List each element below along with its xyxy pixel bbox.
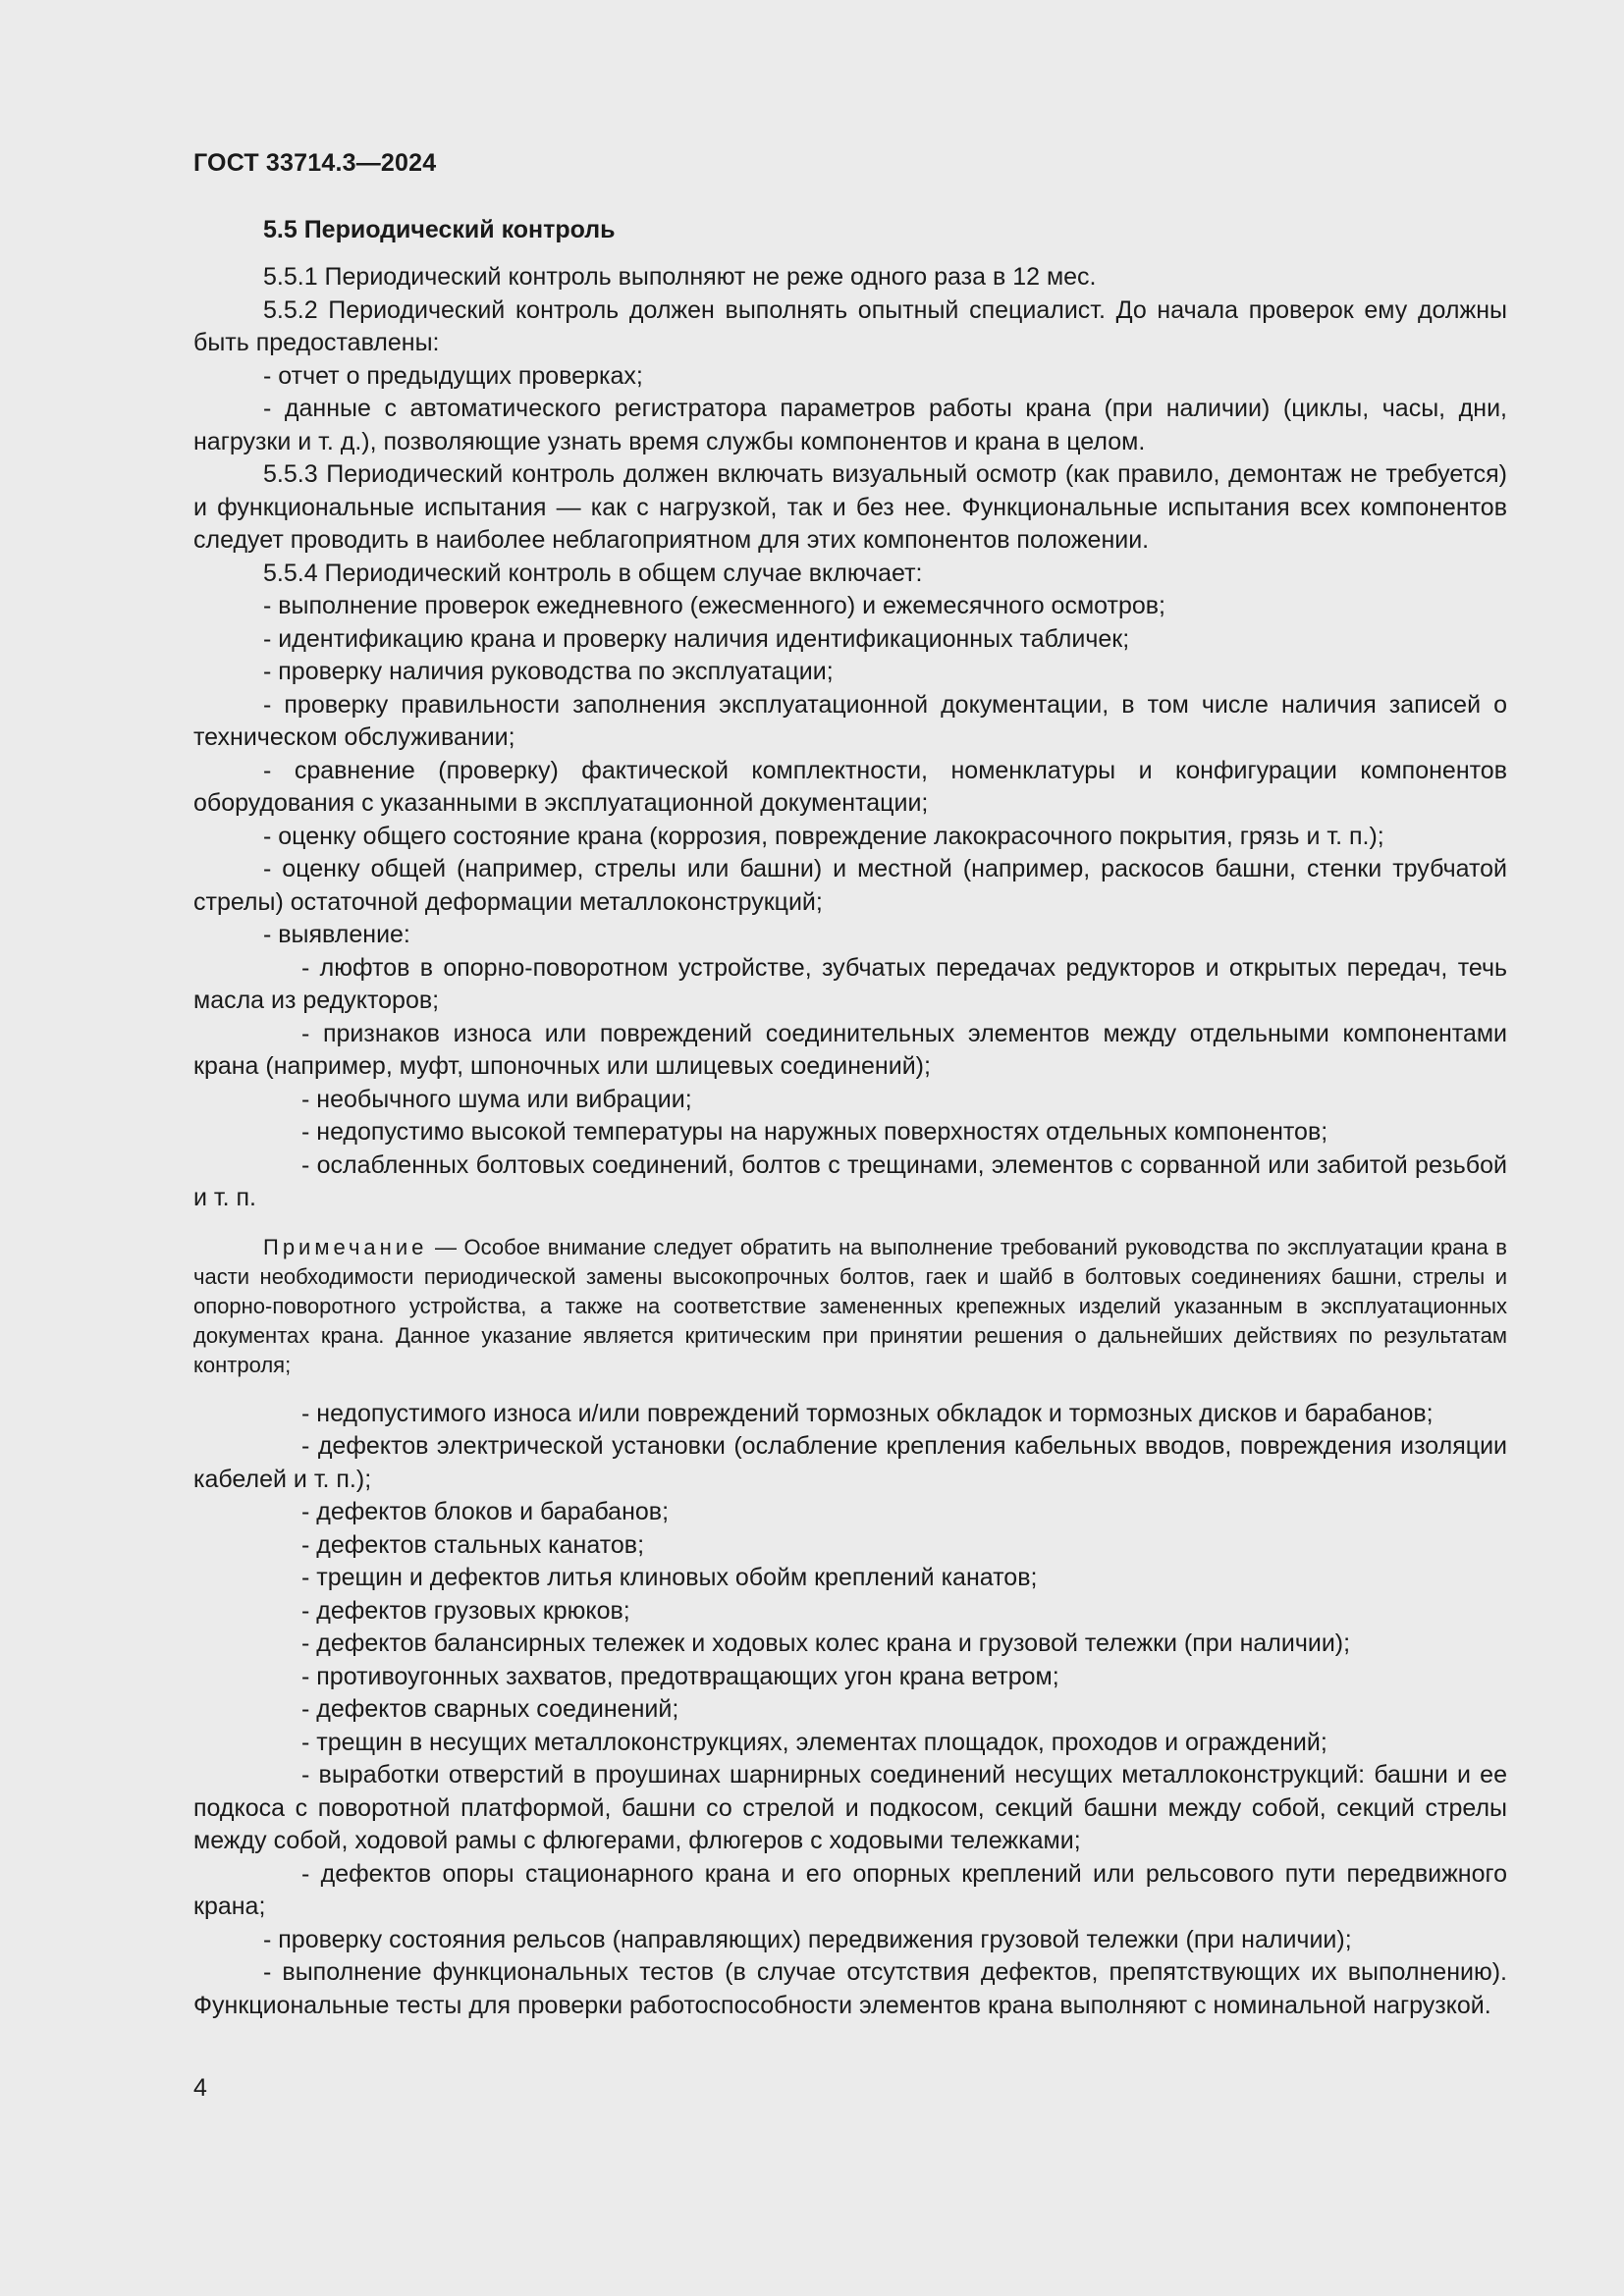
list-item: - выполнение функциональных тестов (в случае отсутствия дефектов, препятствующих их выполнению). Функциональные тесты для проверки работоспособности элементов крана выполняют с номинальной нагрузкой. xyxy=(193,1958,1507,2019)
list-item: - сравнение (проверку) фактической комплектности, номенклатуры и конфигурации компонентов оборудования с указанными в эксплуатационной документации; xyxy=(193,756,1507,817)
document-code: ГОСТ 33714.3—2024 xyxy=(193,149,437,177)
note-text: Особое внимание следует обратить на выполнение требований руководства по эксплуатации крана в части необходимости периодической замены высокопрочных болтов, гаек и шайб в болтовых соединениях башни, стрелы и опорно-поворотного устройства, а также на соответствие замененных крепежных изделий указанным в эксплуатационных документах крана. Данное указание является критическим при принятии решения о дальнейших действиях по результатам контроля; xyxy=(193,1234,1507,1377)
sub-list-item: - необычного шума или вибрации; xyxy=(301,1085,692,1113)
sub-list-item: - дефектов сварных соединений; xyxy=(301,1695,679,1723)
list-item: - проверку состояния рельсов (направляющих) передвижения грузовой тележки (при наличии); xyxy=(263,1925,1352,1953)
list-item: - оценку общего состояние крана (коррозия, повреждение лакокрасочного покрытия, грязь и т. п.); xyxy=(263,822,1384,850)
sub-list-item: - выработки отверстий в проушинах шарнирных соединений несущих металлоконструкций: башни и ее подкоса с поворотной платформой, башни со стрелой и подкосом, секций башни между собой, секций стрелы между собой, ходовой рамы с флюгерами, флюгеров с ходовыми тележками; xyxy=(193,1761,1507,1854)
sub-list-item: - ослабленных болтовых соединений, болтов с трещинами, элементов с сорванной или забитой резьбой и т. п. xyxy=(193,1150,1507,1211)
list-item: - оценку общей (например, стрелы или башни) и местной (например, раскосов башни, стенки трубчатой стрелы) остаточной деформации металлоконструкций; xyxy=(193,855,1507,916)
clause-5-5-4: 5.5.4 Периодический контроль в общем случае включает: xyxy=(263,559,923,587)
sub-list-item: - недопустимого износа и/или повреждений тормозных обкладок и тормозных дисков и барабанов; xyxy=(301,1399,1434,1427)
sub-list-item: - дефектов стальных канатов; xyxy=(301,1530,645,1559)
list-item: - отчет о предыдущих проверках; xyxy=(263,361,643,390)
clause-5-5-2: 5.5.2 Периодический контроль должен выполнять опытный специалист. До начала проверок ему должны быть предоставлены: xyxy=(193,295,1507,356)
sub-list-item: - противоугонных захватов, предотвращающих угон крана ветром; xyxy=(301,1662,1059,1690)
sub-list-item: - недопустимо высокой температуры на наружных поверхностях отдельных компонентов; xyxy=(301,1118,1328,1146)
list-item: - выявление: xyxy=(263,921,410,948)
clause-5-5-1: 5.5.1 Периодический контроль выполняют не реже одного раза в 12 мес. xyxy=(263,263,1097,291)
list-item: - выполнение проверок ежедневного (ежесменного) и ежемесячного осмотров; xyxy=(263,592,1165,619)
list-item: - проверку правильности заполнения эксплуатационной документации, в том числе наличия записей о техническом обслуживании; xyxy=(193,690,1507,751)
list-item: - идентификацию крана и проверку наличия идентификационных табличек; xyxy=(263,624,1130,653)
sub-list-item: - дефектов блоков и барабанов; xyxy=(301,1498,670,1525)
list-item: - данные с автоматического регистратора параметров работы крана (при наличии) (циклы, часы, дни, нагрузки и т. д.), позволяющие узнать время службы компонентов и крана в целом. xyxy=(193,395,1507,455)
sub-list-item: - трещин в несущих металлоконструкциях, элементах площадок, проходов и ограждений; xyxy=(301,1728,1327,1756)
sub-list-item: - дефектов электрической установки (ослабление крепления кабельных вводов, повреждения изоляции кабелей и т. п.); xyxy=(193,1432,1507,1493)
clause-5-5-3: 5.5.3 Периодический контроль должен включать визуальный осмотр (как правило, демонтаж не требуется) и функциональные испытания — как с нагрузкой, так и без нее. Функциональные испытания всех компонентов следует проводить в наиболее неблагоприятном для этих компонентов положении. xyxy=(193,460,1507,554)
sub-list-item: - люфтов в опорно-поворотном устройстве, зубчатых передачах редукторов и открытых передач, течь масла из редукторов; xyxy=(193,953,1507,1014)
note xyxy=(193,1233,1507,1380)
page-number: 4 xyxy=(193,2074,207,2102)
section-title: 5.5 Периодический контроль xyxy=(263,216,616,243)
sub-list-item: - трещин и дефектов литья клиновых обойм креплений канатов; xyxy=(301,1564,1038,1591)
sub-list-item: - дефектов балансирных тележек и ходовых колес крана и грузовой тележки (при наличии); xyxy=(301,1629,1351,1657)
note-dash: — xyxy=(434,1234,457,1259)
document-page xyxy=(193,145,1507,2022)
note-label: Примечание xyxy=(263,1234,428,1259)
sub-list-item: - признаков износа или повреждений соединительных элементов между отдельными компонентами крана (например, муфт, шпоночных или шлицевых соединений); xyxy=(193,1019,1507,1080)
sub-list-item: - дефектов опоры стационарного крана и его опорных креплений или рельсового пути передвижного крана; xyxy=(193,1859,1507,1920)
list-item: - проверку наличия руководства по эксплуатации; xyxy=(263,658,834,685)
sub-list-item: - дефектов грузовых крюков; xyxy=(301,1596,630,1625)
